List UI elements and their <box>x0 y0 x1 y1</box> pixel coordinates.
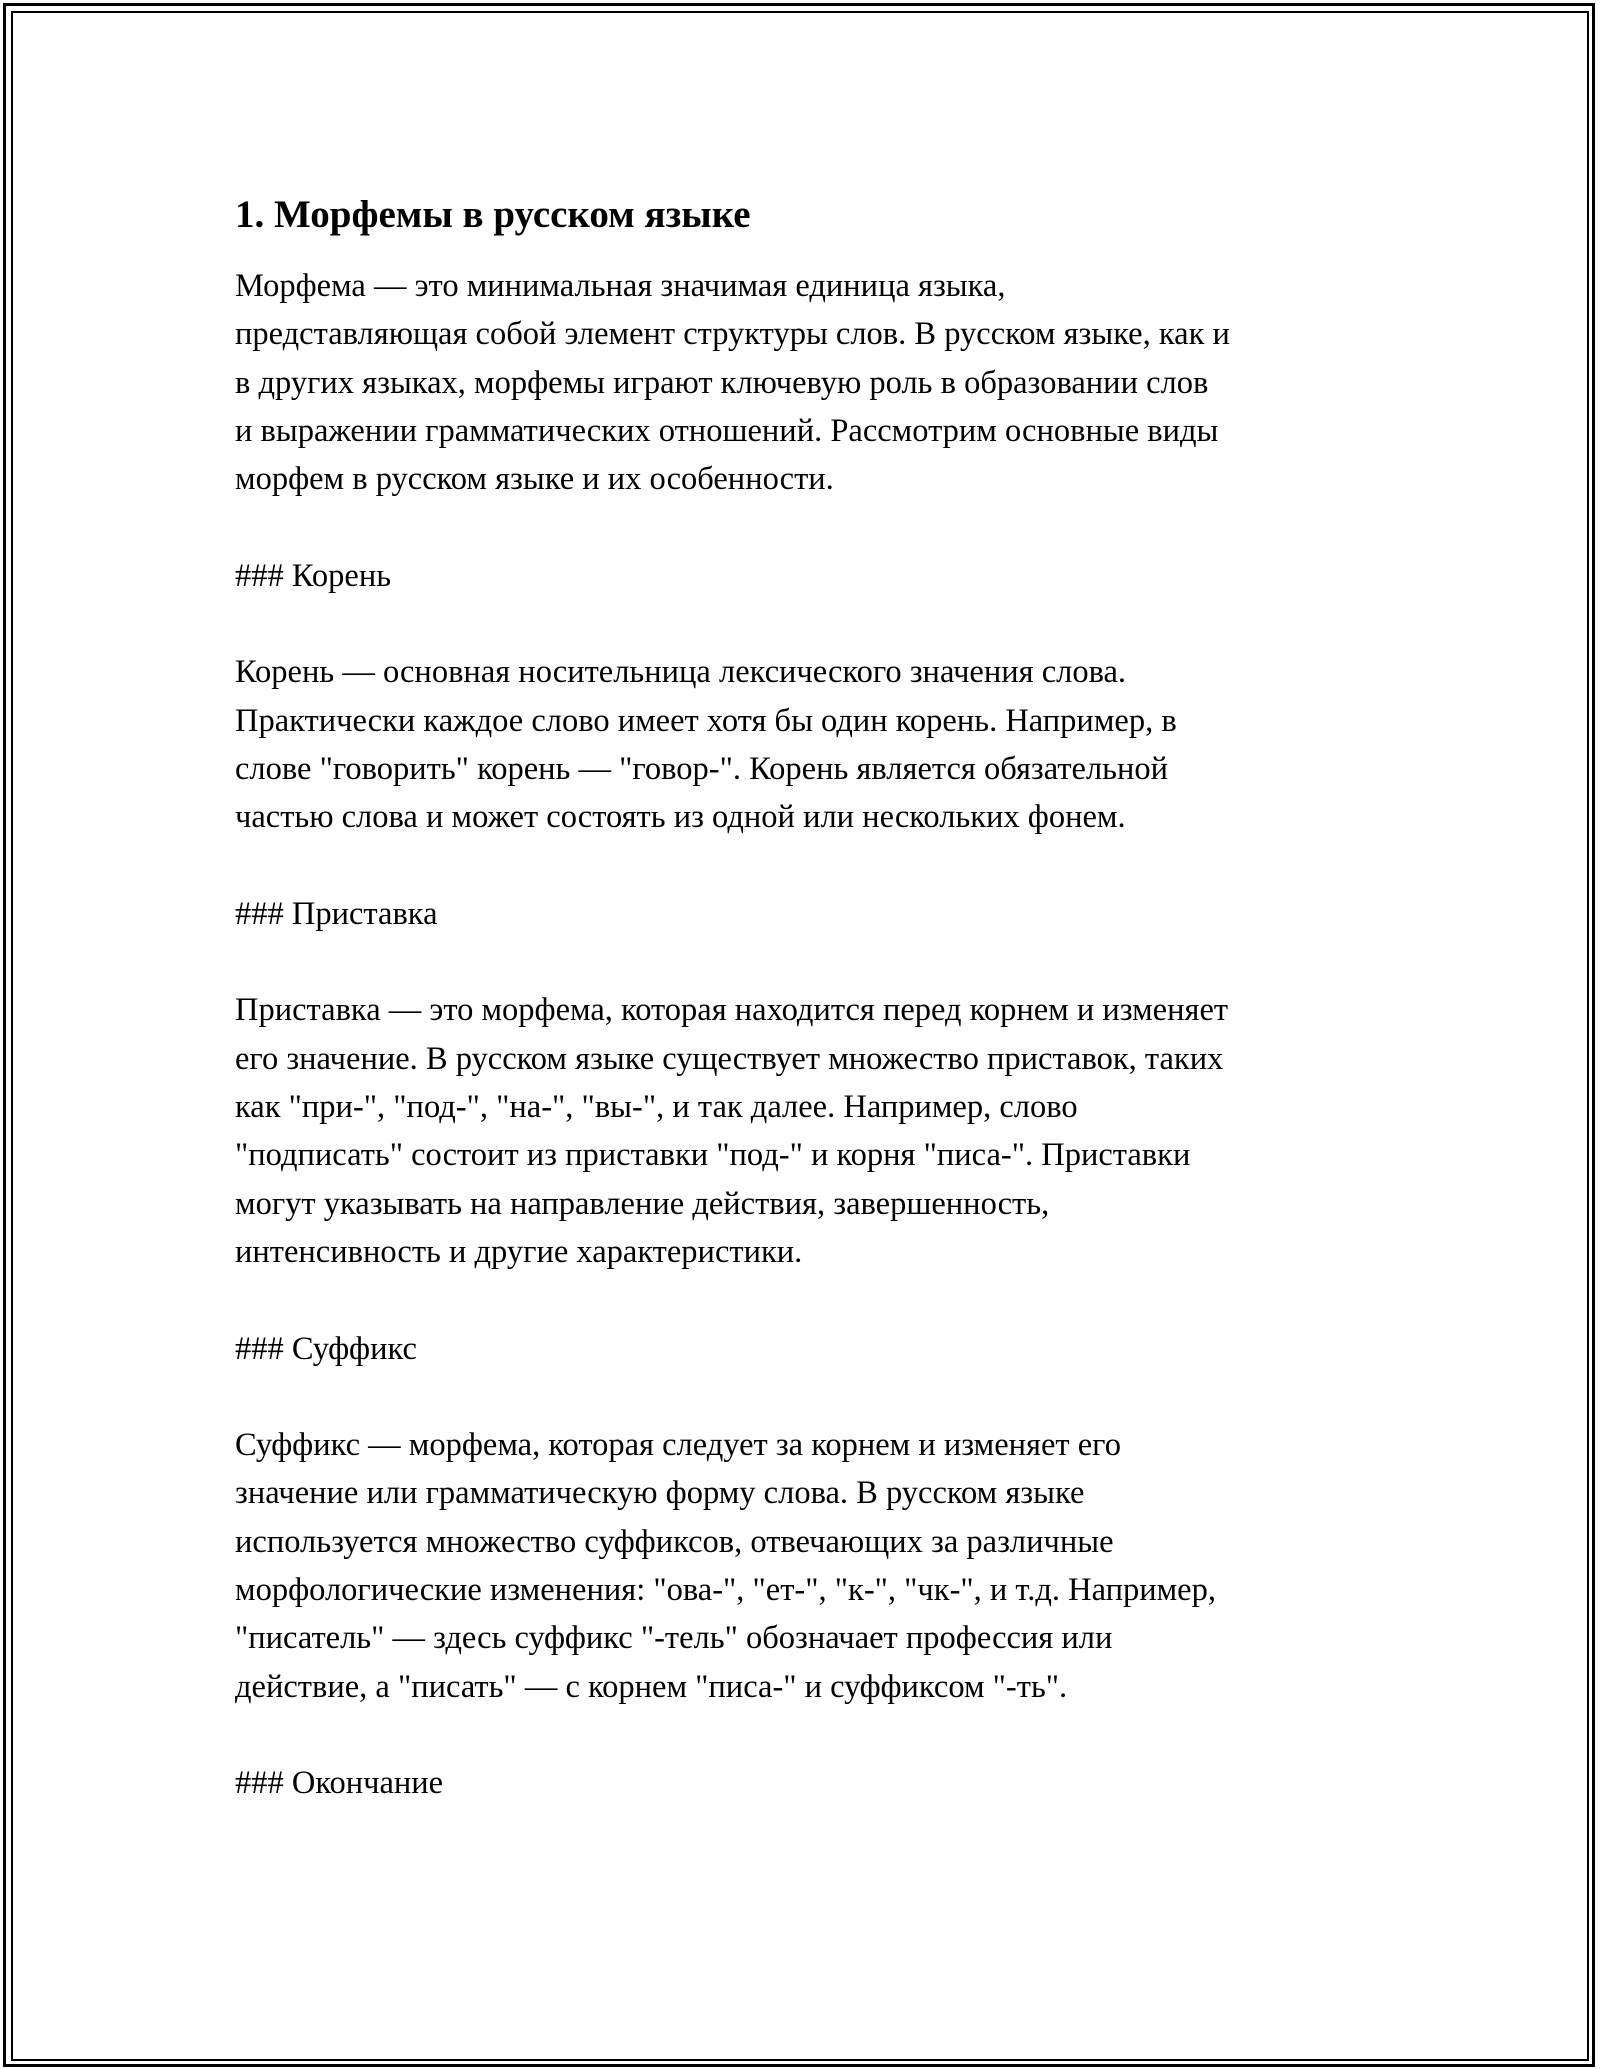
text-line: в других языках, морфемы играют ключевую роль в образовании слов <box>235 364 1209 401</box>
text-line: как "при-", "под-", "на-", "вы-", и так далее. Например, слово <box>235 1089 1078 1126</box>
text-line: "писатель" — здесь суффикс "-тель" обозначает профессия или <box>235 1620 1113 1657</box>
text-line: используется множество суффиксов, отвечающих за различные <box>235 1523 1114 1560</box>
text-line: Практически каждое слово имеет хотя бы один корень. Например, в <box>235 702 1177 739</box>
paragraph-intro <box>235 262 1375 503</box>
document-body <box>235 188 1375 1808</box>
text-line: и выражении грамматических отношений. Рассмотрим основные виды <box>235 412 1219 449</box>
paragraph-suffix <box>235 1421 1375 1711</box>
section-heading-ending <box>235 1759 1375 1807</box>
section-heading-suffix <box>235 1325 1375 1373</box>
text-line: представляющая собой элемент структуры слов. В русском языке, как и <box>235 316 1230 353</box>
text-line: Суффикс — морфема, которая следует за корнем и изменяет его <box>235 1427 1121 1464</box>
section-heading-prefix <box>235 890 1375 938</box>
text-line: ### Окончание <box>235 1765 444 1802</box>
text-line: ### Корень <box>235 557 392 594</box>
text-line: его значение. В русском языке существует множество приставок, таких <box>235 1040 1224 1077</box>
text-line: Приставка — это морфема, которая находится перед корнем и изменяет <box>235 992 1229 1029</box>
section-heading-root <box>235 552 1375 600</box>
paragraph-root <box>235 648 1375 841</box>
text-line: ### Суффикс <box>235 1330 417 1367</box>
text-line: Морфема — это минимальная значимая единица языка, <box>235 268 1006 304</box>
text-line: значение или грамматическую форму слова. В русском языке <box>235 1475 1085 1512</box>
text-line: морфологические изменения: "ова-", "ет-", "к-", "чк-", и т.д. Например, <box>235 1572 1216 1609</box>
document-title: 1. Морфемы в русском языке <box>235 193 751 236</box>
text-line: частью слова и может состоять из одной или нескольких фонем. <box>235 799 1126 836</box>
text-line: интенсивность и другие характеристики. <box>235 1233 803 1270</box>
text-line: морфем в русском языке и их особенности. <box>235 461 834 498</box>
paragraph-prefix <box>235 986 1375 1276</box>
text-line: слове "говорить" корень — "говор-". Корень является обязательной <box>235 750 1169 787</box>
text-line: "подписать" состоит из приставки "под-" и корня "писа-". Приставки <box>235 1137 1191 1174</box>
text-line: Корень — основная носительница лексического значения слова. <box>235 654 1127 691</box>
text-line: действие, а "писать" — с корнем "писа-" и суффиксом "-ть". <box>235 1668 1068 1705</box>
text-line: ### Приставка <box>235 895 438 932</box>
text-line: могут указывать на направление действия, завершенность, <box>235 1185 1050 1222</box>
